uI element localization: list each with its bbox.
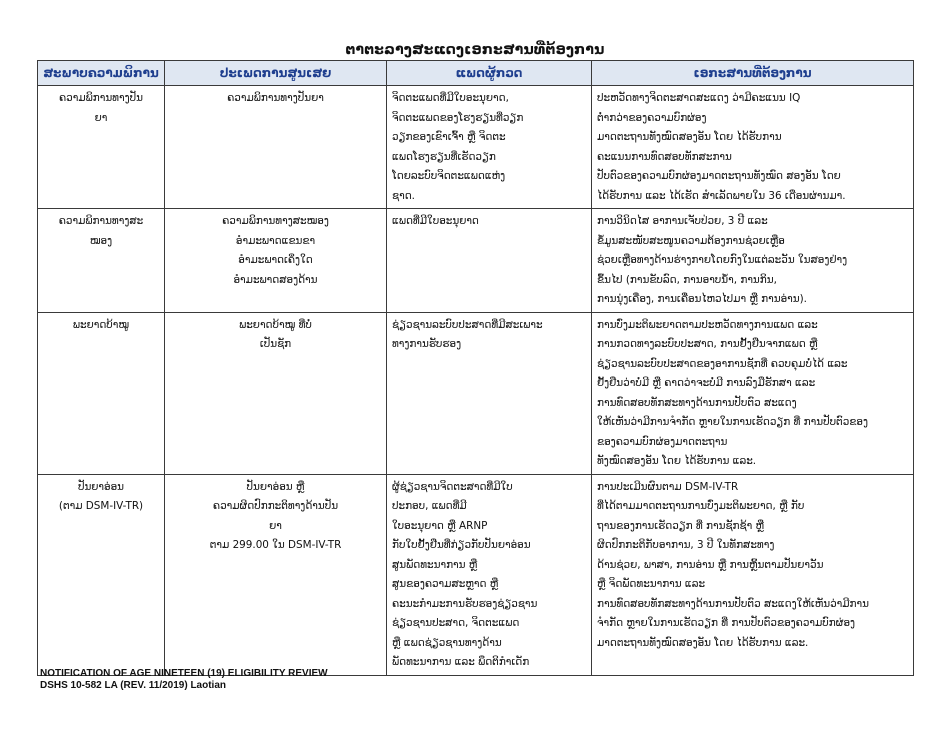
cell-condition: [38, 86, 165, 209]
cell-line: ແພດທີ່ມີໃບອະນຸຍາດ: [392, 215, 479, 227]
cell-line: ການບົ່ງມະຕິພະຍາດຕາມປະຫວັດທາງການແພດ ແລະ: [597, 318, 818, 331]
cell-line: ປະຫວັດທາງຈິດຕະສາດສະແດງ ວ່າມີຄະແນນ IQ: [597, 92, 801, 104]
cell-line: ຍາ: [94, 111, 108, 124]
cell-line: ມາດຕະຖານທັງໝົດສອງອັນ ໂດຍ ໄດ້ຮັບການ ແລະ.: [597, 636, 809, 649]
cell-documents: [592, 86, 914, 209]
cell-line: ການທົດສອບທັກສະທາງດ້ານການປັບຕົວ ສະແດງໃຫ້ເຫັນວ່າມີການ: [597, 597, 869, 610]
cell-examiner: [387, 474, 592, 675]
table-row: [38, 209, 914, 313]
cell-line: ການປະເມີນຜົນຕາມ DSM-IV-TR: [597, 480, 739, 493]
table-row: [38, 86, 914, 209]
cell-line: ຄະແນນການທົດສອບທັກສະການ: [597, 150, 732, 163]
cell-condition: [38, 474, 165, 675]
cell-examiner: [387, 86, 592, 209]
cell-line: ຕ່ຳກວ່າຂອງຄວາມບົກຜ່ອງ: [597, 111, 707, 124]
form-footer: [40, 668, 328, 692]
cell-line: ມາດຕະຖານທັງໝົດສອງອັນ ໂດຍ ໄດ້ຮັບການ: [597, 131, 782, 143]
cell-examiner: [387, 312, 592, 474]
cell-line: ປັບຕົວຂອງຄວາມບົກຜ່ອງມາດຕະຖານທັງໝົດ ສອງອັນ ໂດຍ: [597, 170, 841, 182]
cell-line: ຊ່ຽວຊານປະສາດ, ຈິດຕະແພດ: [392, 617, 520, 629]
cell-line: ໃຫ້ເຫັນວ່າມີການຈຳກັດ ຫຼາຍໃນການເຮັດວຽກ ທີ່ ການປັບຕົວຂອງ: [597, 416, 868, 428]
cell-line: ຢັ້ງຢືນວ່າບໍ່ມີ ຫຼື ຄາດວ່າຈະບໍ່ມີ ການລົງມືຮັກສາ ແລະ: [597, 377, 816, 389]
cell-disability-type: [165, 312, 387, 474]
cell-line: ໄດ້ຮັບການ ແລະ ໄດ້ເຮັດ ສຳເລັດພາຍໃນ 36 ເດືອນຜ່ານມາ.: [597, 189, 846, 202]
requirements-table: [37, 60, 914, 676]
cell-line: ພະຍາດບ້າໝູ: [72, 318, 130, 331]
cell-line: ຜູ້ຊ່ຽວຊານຈິດຕະສາດທີ່ມີໃບ: [392, 480, 513, 493]
cell-line: ອຳມະພາດເຄິ່ງໃດ: [238, 254, 313, 266]
cell-line: ຖານຂອງການເຮັດວຽກ ທີ່ ການຊັກຊ້າ ຫຼື: [597, 519, 765, 532]
table-row: [38, 312, 914, 474]
cell-disability-type: [165, 474, 387, 675]
cell-line: ໃບອະນຸຍາດ ຫຼື ARNP: [392, 519, 488, 532]
cell-line: ການທົດສອບທັກສະທາງດ້ານການປັບຕົວ ສະແດງ: [597, 396, 797, 409]
cell-line: ສູນພັດທະນາການ ຫຼື: [392, 558, 478, 571]
footer-form-number: DSHS 10-582 LA (REV. 11/2019) Laotian: [40, 680, 227, 691]
cell-line: ທາງການຮັບຮອງ: [392, 338, 462, 350]
cell-documents: [592, 474, 914, 675]
cell-line: ພະຍາດບ້າໝູ ທີ່ບໍ່: [239, 318, 312, 331]
cell-line: ທີ່ໄດ້ຕາມມາດຕະຖານການບົ່ງມະຕິພະຍາດ, ຫຼື ກັບ: [597, 500, 805, 512]
table-header-row: [38, 61, 914, 86]
table-row: [38, 474, 914, 675]
cell-line: ຄວາມພິການທາງສະໝອງ: [222, 215, 329, 227]
footer-form-title: NOTIFICATION OF AGE NINETEEN (19) ELIGIBILITY REVIEW: [40, 668, 328, 679]
cell-documents: [592, 312, 914, 474]
cell-line: ຄະນະກຳມະການຮັບຮອງຊ່ຽວຊານ: [392, 597, 538, 610]
cell-line: ຜິດປົກກະຕິກັບອາການ, 3 ປີ ໃນທັກສະທາງ: [597, 539, 775, 551]
header-condition: ສະພາບຄວາມພິການ: [38, 61, 165, 86]
cell-line: ການວິນິດໄສ ອາການເຈັບປ່ວຍ, 3 ປີ ແລະ: [597, 215, 768, 227]
cell-line: ຈິດຕະແພດທີ່ມີໃບອະນຸຍາດ,: [392, 92, 509, 104]
cell-line: ຄວາມຜິດປົກກະຕິທາງດ້ານປັນ: [212, 500, 339, 512]
cell-line: ຊາດ.: [392, 189, 415, 202]
cell-line: (ຕາມ DSM-IV-TR): [58, 500, 144, 512]
cell-line: ດ້ານຊ່ວຍ, ພາສາ, ການອ່ານ ຫຼື ການຫຼິ້ນຕາມປັນຍາວັນ: [597, 558, 824, 571]
cell-line: ຊ່ຽວຊານລະບົບປະສາດຂອງອາການຊັກທີ່ ຄວບຄຸມບໍ່ໄດ້ ແລະ: [597, 357, 848, 370]
header-disability-type: ປະເພດການສູນເສຍ: [165, 61, 387, 86]
cell-line: ຊ່ຽວຊານລະບົບປະສາດທີ່ມີສະເພາະ: [392, 318, 543, 331]
cell-line: ສູນຂອງຄວາມສະຫຼາດ ຫຼື: [392, 578, 499, 590]
cell-line: ຂໍ້ມູນສະໜັບສະໜູນຄວາມຕ້ອງການຊ່ວຍເຫຼືອ: [597, 234, 785, 247]
cell-disability-type: [165, 86, 387, 209]
cell-condition: [38, 209, 165, 313]
cell-line: ໂດຍລະບົບຈິດຕະແພດແຫ່ງ: [392, 170, 506, 182]
cell-line: ແພດໂຮງຮຽນທີ່ເຮັດວຽກ: [392, 150, 496, 163]
cell-line: ໝອງ: [89, 234, 113, 247]
cell-line: ວຽກຂອງເຂົາເຈົ້າ ຫຼື ຈິດຕະ: [392, 131, 506, 143]
cell-line: ການນຸ່ງເຄື່ອງ, ການເຄື່ອນໄຫວໄປມາ ຫຼື ການອ່ານ).: [597, 293, 807, 305]
cell-line: ຈຳກັດ ຫຼາຍໃນການເຮັດວຽກ ທີ່ ການປັບຕົວຂອງຄວາມບົກຜ່ອງ: [597, 617, 856, 629]
cell-condition: [38, 312, 165, 474]
cell-line: ປະກອບ, ແພດທີ່ມີ: [392, 500, 467, 512]
page-title: ຕາຕະລາງສະແດງເອກະສານທີ່ຕ້ອງການ: [345, 42, 605, 58]
cell-line: ທັງໝົດສອງອັນ ໂດຍ ໄດ້ຮັບການ ແລະ.: [597, 455, 757, 467]
cell-line: ຄວາມພິການທາງປັນ: [59, 92, 143, 104]
cell-line: ຈິດຕະແພດຂອງໂຮງຮຽນທີ່ວຽກ: [392, 111, 524, 124]
cell-line: ຄວາມພິການທາງສະ: [58, 215, 144, 227]
cell-line: ຕາມ 299.00 ໃນ DSM-IV-TR: [209, 539, 342, 551]
cell-line: ການກວດທາງລະບົບປະສາດ, ການຢັ້ງຢືນຈາກແພດ ຫຼື: [597, 338, 818, 350]
cell-line: ຫຼື ແພດຊ່ຽວຊານທາງດ້ານ: [392, 636, 502, 649]
header-examiner: ແພດຜູ້ກວດ: [387, 61, 592, 86]
cell-line: ຫຼື ຈິດພັດທະນາການ ແລະ: [597, 578, 706, 590]
cell-line: ພັດທະນາການ ແລະ ພຶດຕິກຳເດັກ: [392, 656, 530, 668]
cell-line: ກັບໃບຢັ້ງຢືນທີ່ກ່ຽວກັບປັນຍາອ່ອນ: [392, 539, 531, 551]
cell-line: ອຳມະພາດແຂນຂາ: [235, 234, 316, 247]
cell-line: ອຳມະພາດສອງດ້ານ: [233, 273, 318, 286]
cell-line: ຍາ: [269, 519, 282, 532]
cell-examiner: [387, 209, 592, 313]
cell-disability-type: [165, 209, 387, 313]
cell-documents: [592, 209, 914, 313]
cell-line: ປັນຍາອ່ອນ: [77, 480, 125, 493]
cell-line: ຄວາມພິການທາງປັນຍາ: [227, 92, 324, 104]
header-documents: ເອກະສານທີ່ຕ້ອງການ: [592, 61, 914, 86]
cell-line: ຊ່ວຍເຫຼືອທາງດ້ານຮ່າງກາຍໂດຍກົງໃນແຕ່ລະວັນ ໃນສອງຢ່າງ: [597, 254, 848, 266]
cell-line: ຂຶ້ນໄປ (ການຂັບລົດ, ການອາບນ້ຳ, ການກິນ,: [597, 273, 777, 286]
cell-line: ປັນຍາອ່ອນ ຫຼື: [246, 480, 305, 493]
cell-line: ຂອງຄວາມບົກຜ່ອງມາດຕະຖານ: [597, 435, 728, 448]
cell-line: ເປັນຊັກ: [259, 338, 292, 350]
